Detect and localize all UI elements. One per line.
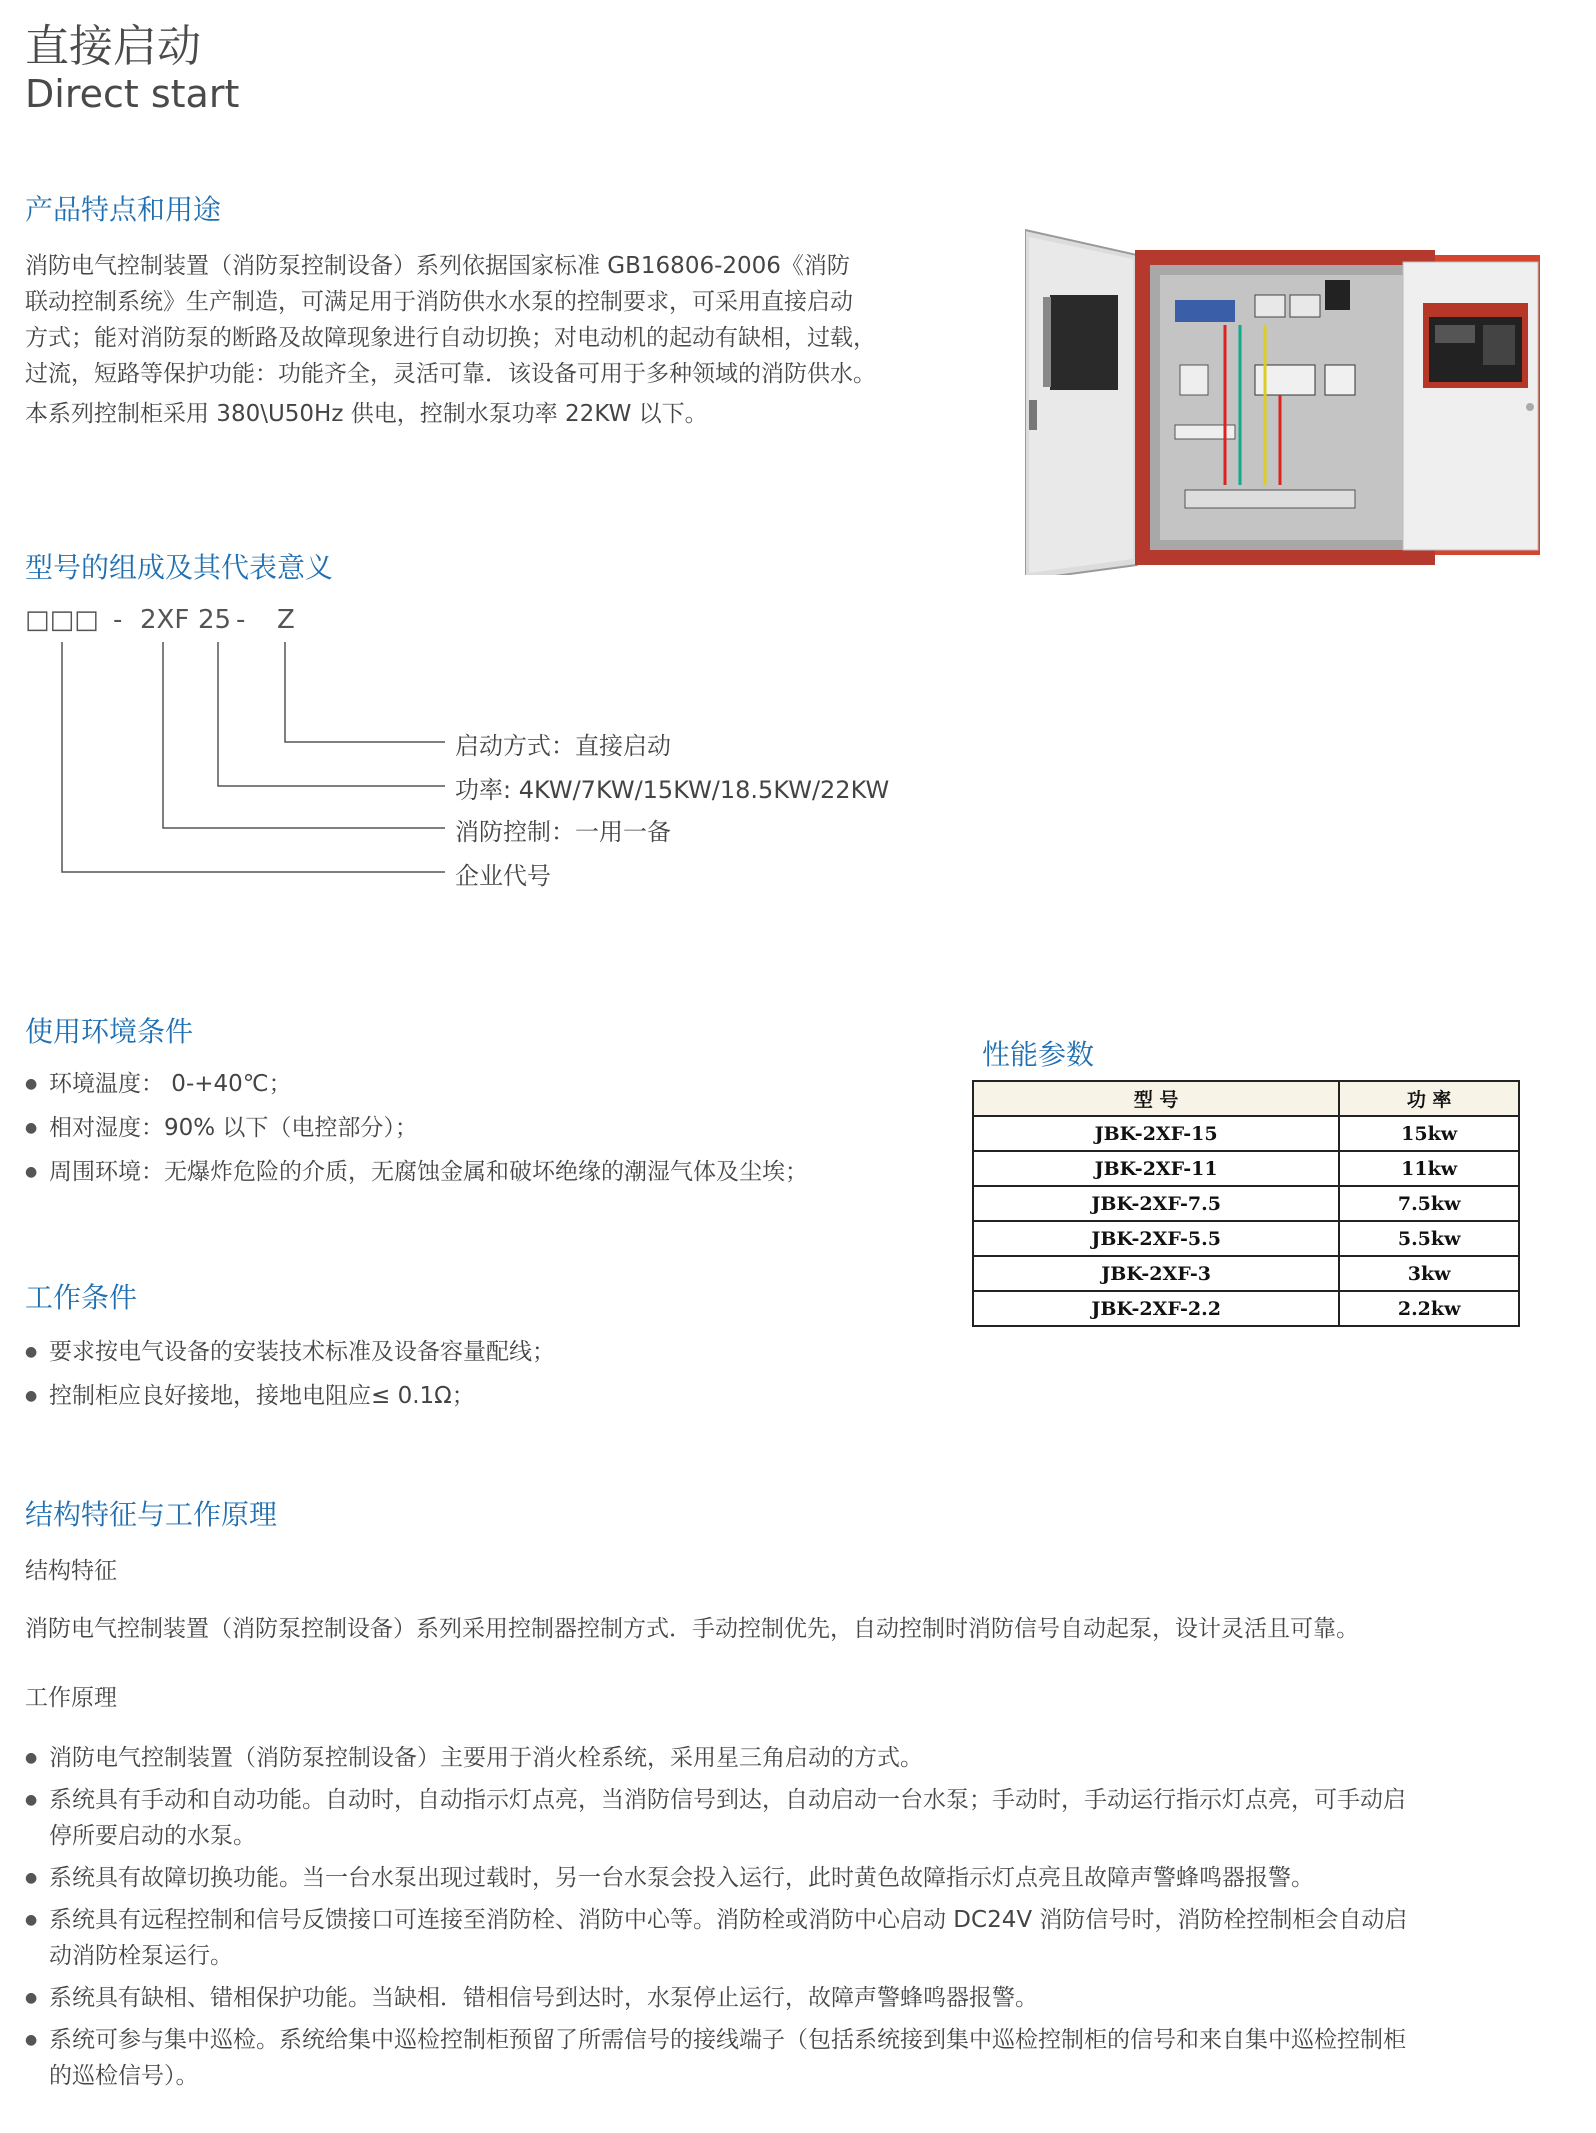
- code-prefix: □□□: [25, 605, 99, 635]
- cell-power: 15kw: [1339, 1116, 1519, 1151]
- list-item: ● 要求按电气设备的安装技术标准及设备容量配线；: [25, 1330, 555, 1374]
- cell-power: 11kw: [1339, 1151, 1519, 1186]
- control-cabinet-image: [1025, 225, 1540, 575]
- code-z: Z: [277, 605, 295, 635]
- code-dash: -: [236, 605, 246, 635]
- performance-table: [972, 1080, 1520, 1327]
- page-subtitle: Direct start: [25, 72, 240, 116]
- environment-heading: 使用环境条件: [25, 1015, 194, 1048]
- cell-model: JBK-2XF-2.2: [973, 1291, 1339, 1326]
- table-row: [973, 1291, 1519, 1326]
- page-title: 直接启动: [25, 21, 201, 72]
- cell-power: 2.2kw: [1339, 1291, 1519, 1326]
- features-line: 消防电气控制装置（消防泵控制设备）系列依据国家标准 GB16806-2006《消防: [25, 253, 850, 279]
- structure-text: 消防电气控制装置（消防泵控制设备）系列采用控制器控制方式．手动控制优先，自动控制时消防信号自动起泵，设计灵活且可靠。: [25, 1616, 1359, 1642]
- principle-subheading: 工作原理: [25, 1685, 117, 1711]
- code-2xf: 2XF: [140, 605, 190, 635]
- code-25: 25: [198, 605, 232, 635]
- label-start-method: 启动方式：直接启动: [455, 732, 671, 760]
- table-header-row: [973, 1081, 1519, 1116]
- line: 的巡检信号）。: [49, 2063, 199, 2089]
- structure-heading: 结构特征与工作原理: [25, 1498, 278, 1531]
- list-item: [25, 1782, 1570, 1854]
- code-dash: -: [113, 605, 123, 635]
- features-line: 本系列控制柜采用 380\U50Hz 供电，控制水泵功率 22KW 以下。: [25, 401, 708, 427]
- cell-power: 7.5kw: [1339, 1186, 1519, 1221]
- column-header-power: 功 率: [1339, 1081, 1519, 1116]
- list-item: [25, 1902, 1570, 1974]
- line: 动消防栓泵运行。: [49, 1943, 233, 1969]
- features-line: 联动控制系统》生产制造，可满足用于消防供水水泵的控制要求，可采用直接启动: [25, 289, 853, 315]
- model-heading: 型号的组成及其代表意义: [25, 551, 334, 584]
- list-item: ● 周围环境：无爆炸危险的介质，无腐蚀金属和破坏绝缘的潮湿气体及尘埃；: [25, 1150, 808, 1194]
- list-item: [25, 1860, 1570, 1896]
- cell-model: JBK-2XF-11: [973, 1151, 1339, 1186]
- table-row: [973, 1116, 1519, 1151]
- list-item: [25, 1980, 1570, 2016]
- label-fire-control: 消防控制：一用一备: [455, 818, 671, 846]
- cell-model: JBK-2XF-15: [973, 1116, 1339, 1151]
- cell-model: JBK-2XF-7.5: [973, 1186, 1339, 1221]
- features-text: [25, 248, 965, 432]
- features-heading: 产品特点和用途: [25, 193, 222, 226]
- line: ● 系统具有手动和自动功能。自动时，自动指示灯点亮，当消防信号到达，自动启动一台水泵；手动时，手动运行指示灯点亮，可手动启: [49, 1787, 1406, 1813]
- structure-subheading: 结构特征: [25, 1558, 117, 1584]
- column-header-model: 型 号: [973, 1081, 1339, 1116]
- cell-power: 5.5kw: [1339, 1221, 1519, 1256]
- line: ● 系统具有缺相、错相保护功能。当缺相．错相信号到达时，水泵停止运行，故障声警蜂鸣器报警。: [49, 1985, 1038, 2011]
- line: ● 系统具有远程控制和信号反馈接口可连接至消防栓、消防中心等。消防栓或消防中心启动 DC24V 消防信号时，消防栓控制柜会自动启: [49, 1907, 1408, 1933]
- working-list: [25, 1330, 555, 1418]
- table-row: [973, 1186, 1519, 1221]
- table-row: [973, 1256, 1519, 1291]
- cell-model: JBK-2XF-5.5: [973, 1221, 1339, 1256]
- table-row: [973, 1151, 1519, 1186]
- list-item: ● 相对湿度：90% 以下（电控部分）；: [25, 1106, 808, 1150]
- table-row: [973, 1221, 1519, 1256]
- cell-model: JBK-2XF-3: [973, 1256, 1339, 1291]
- list-item: ● 控制柜应良好接地，接地电阻应≤ 0.1Ω；: [25, 1374, 555, 1418]
- features-line: 方式；能对消防泵的断路及故障现象进行自动切换；对电动机的起动有缺相，过载，: [25, 325, 876, 351]
- label-company-code: 企业代号: [455, 862, 551, 890]
- line: 停所要启动的水泵。: [49, 1823, 256, 1849]
- label-power: 功率: 4KW/7KW/15KW/18.5KW/22KW: [455, 776, 890, 804]
- principle-list: [25, 1740, 1570, 2100]
- performance-heading: 性能参数: [982, 1038, 1095, 1071]
- working-heading: 工作条件: [25, 1281, 138, 1314]
- line: ● 系统具有故障切换功能。当一台水泵出现过载时，另一台水泵会投入运行，此时黄色故障指示灯点亮且故障声警蜂鸣器报警。: [49, 1865, 1314, 1891]
- features-line: 过流，短路等保护功能：功能齐全，灵活可靠．该设备可用于多种领域的消防供水。: [25, 361, 876, 387]
- environment-list: [25, 1062, 808, 1194]
- list-item: [25, 1740, 1570, 1776]
- list-item: [25, 2022, 1570, 2094]
- line: ● 消防电气控制装置（消防泵控制设备）主要用于消火栓系统，采用星三角启动的方式。: [49, 1745, 923, 1771]
- list-item: ● 环境温度： 0-+40℃；: [25, 1062, 808, 1106]
- cell-power: 3kw: [1339, 1256, 1519, 1291]
- line: ● 系统可参与集中巡检。系统给集中巡检控制柜预留了所需信号的接线端子（包括系统接到集中巡检控制柜的信号和来自集中巡检控制柜: [49, 2027, 1406, 2053]
